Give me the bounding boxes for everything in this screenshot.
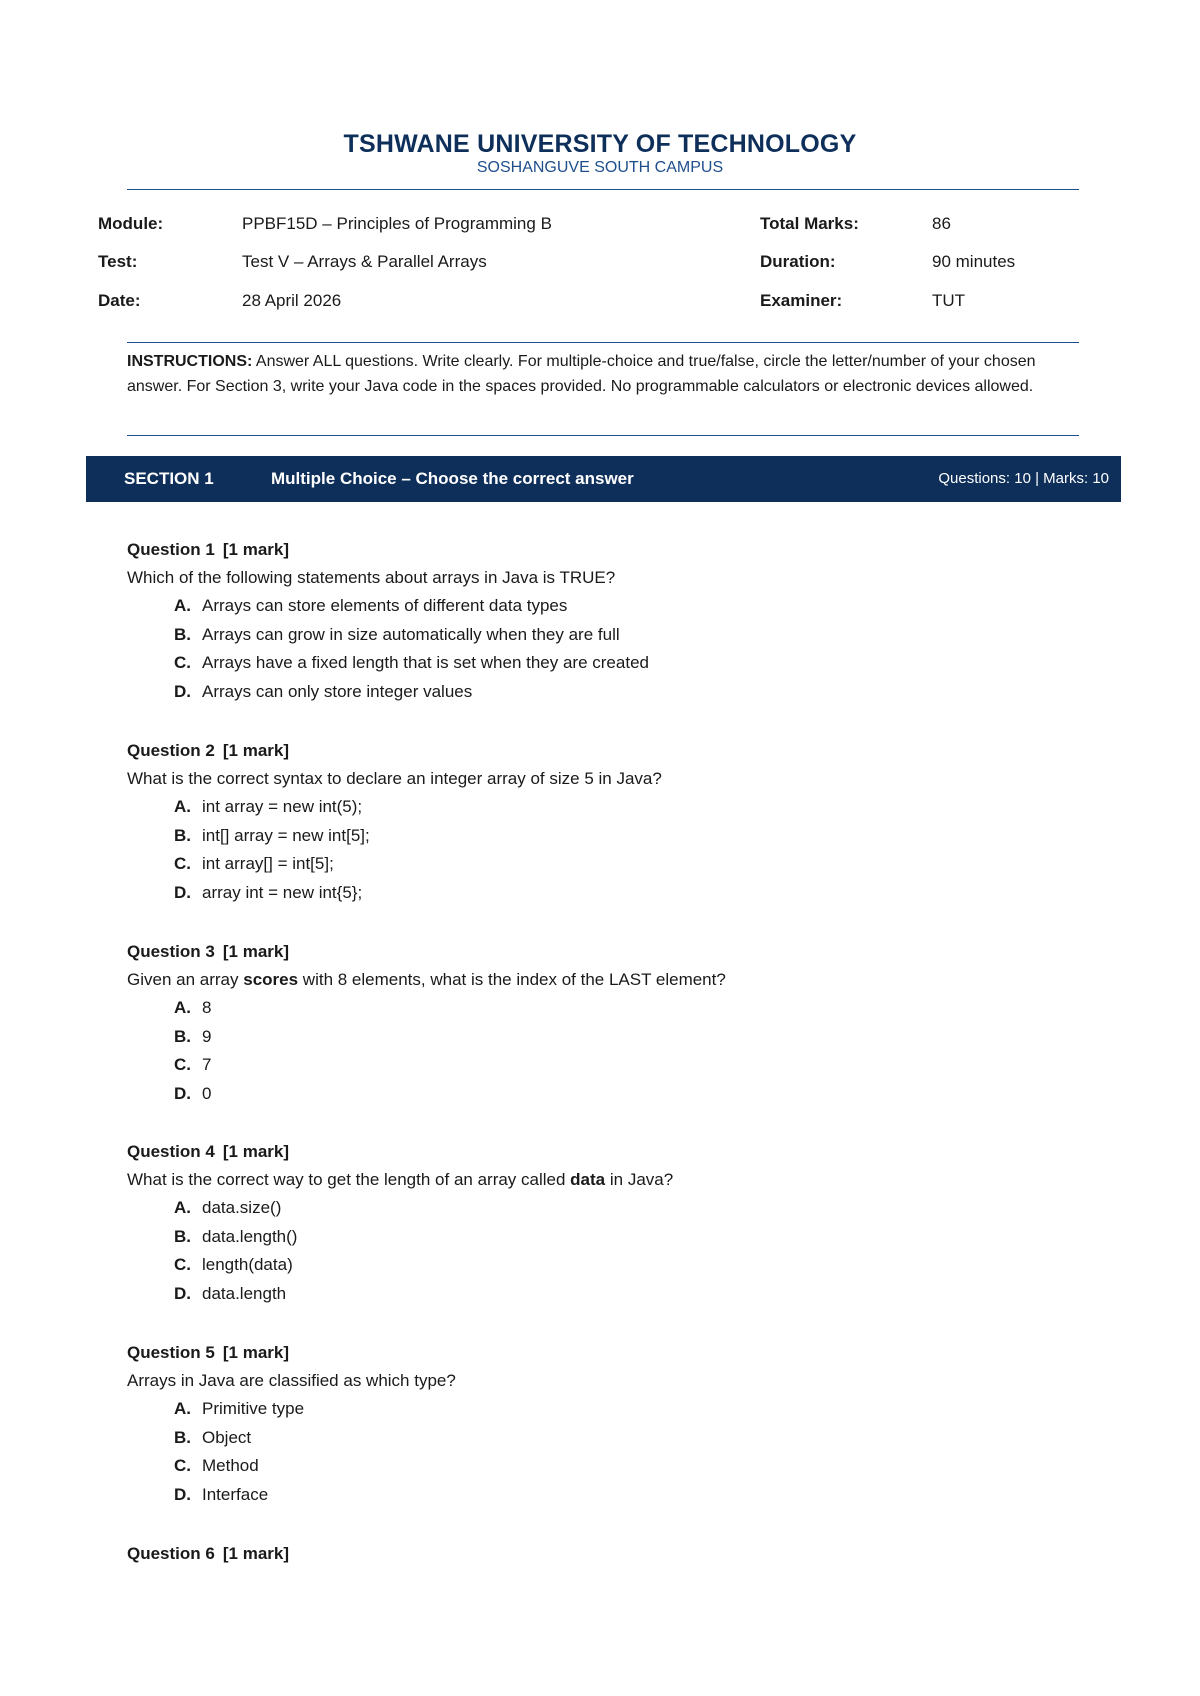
- option-text: 8: [202, 998, 212, 1017]
- option-text: data.length(): [202, 1226, 298, 1246]
- option-a[interactable]: [127, 793, 1077, 822]
- option-letter: C.: [174, 1255, 191, 1274]
- question-text: [127, 1367, 1077, 1395]
- option-a[interactable]: [127, 592, 1077, 621]
- option-letter: D.: [174, 1083, 191, 1103]
- question-heading: [127, 1138, 1077, 1166]
- option-d[interactable]: [127, 1280, 1077, 1309]
- option-d[interactable]: [127, 1080, 1077, 1109]
- question-title: Question 4: [127, 1142, 215, 1161]
- option-c[interactable]: [127, 850, 1077, 879]
- option-letter: D.: [174, 882, 191, 902]
- question-heading: [127, 737, 1077, 765]
- option-text: Arrays can store elements of different data types: [202, 596, 568, 615]
- option-letter: A.: [174, 1198, 191, 1217]
- question-mark: [1 mark]: [222, 741, 289, 760]
- test-value: Test V – Arrays & Parallel Arrays: [242, 252, 487, 271]
- question-text: [127, 1166, 1077, 1194]
- campus-subtitle: SOSHANGUVE SOUTH CAMPUS: [476, 159, 724, 176]
- instructions-block: [127, 349, 1077, 399]
- option-c[interactable]: [127, 649, 1077, 678]
- option-b[interactable]: [127, 621, 1077, 650]
- question-1: [127, 536, 1077, 706]
- university-title: TSHWANE UNIVERSITY OF TECHNOLOGY: [343, 130, 857, 158]
- question-title: Question 3: [127, 942, 215, 961]
- option-letter: A.: [174, 596, 191, 615]
- question-text-part: What is the correct way to get the length of an array called: [127, 1170, 571, 1189]
- examiner-label: Examiner:: [760, 291, 843, 310]
- question-4: [127, 1138, 1077, 1308]
- question-text-part: Arrays in Java are classified as which type?: [127, 1371, 456, 1390]
- option-text: array int = new int{5};: [202, 882, 363, 902]
- question-text-part: Which of the following statements about arrays in Java is TRUE?: [127, 568, 616, 587]
- total-marks-label: Total Marks:: [760, 214, 859, 233]
- section-header-bar: [86, 456, 1121, 502]
- question-heading: [127, 1540, 1077, 1568]
- question-text-part: with 8 elements, what is the index of the LAST element?: [298, 970, 726, 989]
- option-a[interactable]: [127, 1395, 1077, 1424]
- date-value: 28 April 2026: [242, 291, 342, 310]
- question-3: [127, 938, 1077, 1108]
- option-letter: D.: [174, 1283, 191, 1303]
- option-letter: B.: [174, 1226, 191, 1246]
- option-text: int array = new int(5);: [202, 797, 363, 816]
- option-letter: A.: [174, 797, 191, 816]
- option-text: data.length: [202, 1283, 287, 1303]
- option-text: 9: [202, 1026, 212, 1046]
- option-text: Arrays can grow in size automatically when they are full: [202, 624, 620, 644]
- question-title: Question 2: [127, 741, 215, 760]
- question-mark: [1 mark]: [222, 1343, 289, 1362]
- option-letter: B.: [174, 624, 191, 644]
- option-text: int array[] = int[5];: [202, 854, 334, 873]
- option-letter: C.: [174, 854, 191, 873]
- option-c[interactable]: [127, 1051, 1077, 1080]
- question-text-emphasis: data: [570, 1170, 606, 1189]
- option-c[interactable]: [127, 1251, 1077, 1280]
- option-b[interactable]: [127, 1223, 1077, 1252]
- option-a[interactable]: [127, 1194, 1077, 1223]
- option-text: data.size(): [202, 1198, 282, 1217]
- module-label: Module:: [98, 214, 164, 233]
- question-text: [127, 765, 1077, 793]
- option-letter: B.: [174, 825, 191, 845]
- option-text: Method: [202, 1456, 259, 1475]
- option-text: length(data): [202, 1255, 293, 1274]
- test-label: Test:: [98, 252, 138, 271]
- option-letter: A.: [174, 1399, 191, 1418]
- option-text: Object: [202, 1427, 252, 1447]
- section-info: Questions: 10 | Marks: 10: [938, 470, 1109, 487]
- option-c[interactable]: [127, 1452, 1077, 1481]
- option-text: Primitive type: [202, 1399, 305, 1418]
- duration-value: 90 minutes: [932, 252, 1016, 271]
- question-mark: [1 mark]: [222, 942, 289, 961]
- option-text: 7: [202, 1055, 212, 1074]
- option-letter: C.: [174, 1456, 191, 1475]
- instructions-label: INSTRUCTIONS:: [127, 353, 253, 370]
- option-b[interactable]: [127, 1023, 1077, 1052]
- option-b[interactable]: [127, 1424, 1077, 1453]
- option-text: Interface: [202, 1484, 269, 1504]
- instructions-bottom-divider: [127, 435, 1079, 436]
- option-text: Arrays have a fixed length that is set when they are created: [202, 653, 649, 672]
- option-letter: C.: [174, 653, 191, 672]
- question-title: Question 1: [127, 540, 215, 559]
- question-mark: [1 mark]: [222, 540, 289, 559]
- module-value: PPBF15D – Principles of Programming B: [242, 214, 552, 233]
- date-label: Date:: [98, 291, 141, 310]
- question-heading: [127, 1339, 1077, 1367]
- option-a[interactable]: [127, 994, 1077, 1023]
- question-text: [127, 564, 1077, 592]
- option-letter: A.: [174, 998, 191, 1017]
- question-text-part: What is the correct syntax to declare an integer array of size 5 in Java?: [127, 769, 662, 788]
- question-5: [127, 1339, 1077, 1509]
- instructions-text: Answer ALL questions. Write clearly. For multiple-choice and true/false, circle the letter/number of your chosen answer. For Section 3, write your Java code in the spaces provided. No programmable calculators or electronic devices allowed.: [127, 353, 1036, 395]
- question-title: Question 6: [127, 1544, 215, 1563]
- option-letter: C.: [174, 1055, 191, 1074]
- question-2: [127, 737, 1077, 907]
- total-marks-value: 86: [932, 214, 951, 233]
- question-mark: [1 mark]: [222, 1142, 289, 1161]
- option-d[interactable]: [127, 678, 1077, 707]
- header-divider: [127, 189, 1079, 190]
- question-heading: [127, 536, 1077, 564]
- option-text: Arrays can only store integer values: [202, 681, 473, 701]
- option-letter: D.: [174, 1484, 191, 1504]
- option-b[interactable]: [127, 822, 1077, 851]
- option-letter: B.: [174, 1427, 191, 1447]
- option-text: int[] array = new int[5];: [202, 825, 370, 845]
- question-title: Question 5: [127, 1343, 215, 1362]
- question-text-part: in Java?: [605, 1170, 674, 1189]
- option-d[interactable]: [127, 1481, 1077, 1510]
- section-title: Multiple Choice – Choose the correct answer: [271, 469, 634, 488]
- option-letter: B.: [174, 1026, 191, 1046]
- question-mark: [1 mark]: [222, 1544, 289, 1563]
- question-text-emphasis: scores: [243, 970, 299, 989]
- option-letter: D.: [174, 681, 191, 701]
- question-6: [127, 1540, 1077, 1568]
- question-text-part: Given an array: [127, 970, 244, 989]
- option-text: 0: [202, 1083, 212, 1103]
- question-text: [127, 966, 1077, 994]
- section-number: SECTION 1: [124, 469, 214, 488]
- duration-label: Duration:: [760, 252, 836, 271]
- question-heading: [127, 938, 1077, 966]
- examiner-value: TUT: [932, 291, 966, 310]
- option-d[interactable]: [127, 879, 1077, 908]
- instructions-top-divider: [127, 342, 1079, 343]
